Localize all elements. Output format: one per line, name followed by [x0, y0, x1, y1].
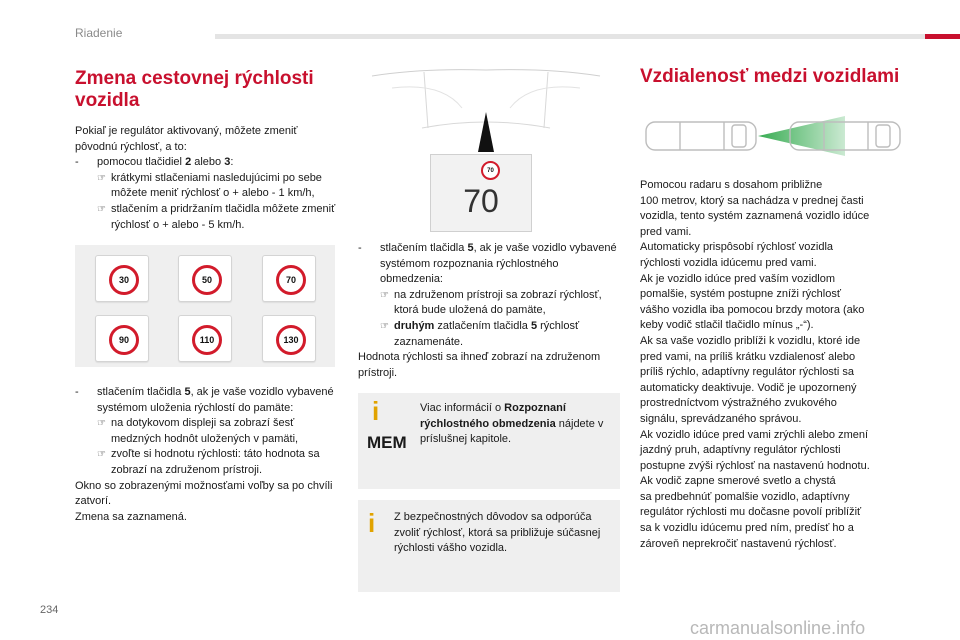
distance-illustration	[640, 110, 910, 162]
right-line: postupne zvýši rýchlosť na nastavenú hodnotu.	[640, 459, 870, 472]
left-sub-3: ☞ na dotykovom displeji sa zobrazí šesť medzných hodnôt uložených v pamäti,	[97, 417, 299, 445]
left-text-block-1	[75, 124, 340, 233]
left-intro: Pokiaľ je regulátor aktivovaný, môžete zmeniť pôvodnú rýchlosť, a to:	[75, 125, 298, 153]
left-sub-4: ☞ zvoľte si hodnotu rýchlosti: táto hodnota sa zobrazí na združenom prístroji.	[97, 448, 320, 476]
right-line: jazdný pruh, adaptívny regulátor rýchlosti	[640, 444, 841, 457]
info-box-1-text: Viac informácií o Rozpoznaní rýchlostného obmedzenia nájdete v príslušnej kapitole.	[420, 402, 604, 446]
right-line: príliš rýchlo, adaptívny regulátor rýchlosti sa	[640, 366, 854, 379]
info-box-speed-recognition	[358, 393, 620, 489]
right-line: vášho vozidla iba pomocou brzdy motora (ako	[640, 303, 865, 316]
left-item-1: - pomocou tlačidiel 2 alebo 3:	[75, 155, 340, 171]
bullet-dash: -	[75, 156, 79, 169]
cluster-display	[430, 154, 532, 232]
right-line: 100 metrov, ktorý sa nachádza v prednej časti	[640, 194, 864, 207]
speed-limit-sign-icon: 70	[481, 161, 500, 180]
right-line: keby vodič stlačil tlačidlo mínus „-“).	[640, 319, 814, 332]
cluster-speed-value: 70	[463, 183, 499, 219]
right-line: prostredníctvom výstražného zvukového	[640, 397, 837, 410]
arrow-bullet-icon: ☞	[97, 449, 106, 461]
header-bar	[215, 34, 960, 39]
info-icon: i	[372, 396, 380, 426]
memory-speed-card	[262, 255, 316, 302]
page-number: 234	[40, 604, 59, 616]
arrow-bullet-icon: ☞	[380, 320, 389, 332]
arrow-bullet-icon: ☞	[97, 203, 106, 215]
right-line: rýchlosti vozidla idúcemu pred vami.	[640, 256, 817, 269]
speed-limit-sign-icon: 90	[109, 325, 139, 355]
info-box-safety	[358, 500, 620, 592]
memory-speed-panel	[75, 245, 335, 367]
right-section-title-wrap	[640, 66, 940, 88]
header-bar-accent	[925, 34, 960, 39]
section-label: Riadenie	[75, 26, 123, 40]
info-icon: i	[368, 508, 376, 538]
arrow-bullet-icon: ☞	[380, 289, 389, 301]
speed-limit-sign-icon: 130	[276, 325, 306, 355]
middle-outro: Hodnota rýchlosti sa ihneď zobrazí na združenom prístroji.	[358, 351, 601, 379]
right-line: Ak je vozidlo idúce pred vaším vozidlom	[640, 272, 836, 285]
bullet-dash: -	[358, 242, 362, 254]
left-section-title: Zmena cestovnej rýchlosti vozidla	[75, 68, 314, 111]
left-outro-1: Okno so zobrazenými možnosťami voľby sa po chvíli zatvorí.	[75, 479, 333, 508]
right-line: zároveň neprekročiť nastavenú rýchlosť.	[640, 537, 837, 550]
speed-limit-sign-icon: 110	[192, 325, 222, 355]
watermark: carmanualsonline.info	[690, 618, 866, 638]
memory-speed-card	[95, 255, 149, 302]
speed-limit-sign-icon: 70	[276, 265, 306, 295]
left-section-title-wrap	[75, 68, 345, 112]
right-text-block	[640, 178, 930, 552]
right-line: Ak sa vaše vozidlo priblíži k vozidlu, ktoré ide	[640, 334, 861, 347]
arrow-bullet-icon: ☞	[97, 418, 106, 430]
left-sub-1: ☞ krátkymi stlačeniami nasledujúcimi po sebe môžete meniť rýchlosť o + alebo - 1 km/h,	[97, 171, 322, 200]
memory-speed-card	[178, 315, 232, 362]
pointer-arrow-icon	[478, 112, 494, 152]
middle-sub-1: ☞ na združenom prístroji sa zobrazí rýchlosť, ktorá bude uložená do pamäte,	[380, 288, 602, 317]
speed-limit-sign-icon: 50	[192, 265, 222, 295]
right-line: pred vami, na príliš krátku vzdialenosť alebo	[640, 350, 856, 363]
left-sub-2: ☞ stlačením a pridržaním tlačidla môžete zmeniť rýchlosť o + alebo - 5 km/h.	[97, 202, 336, 231]
right-line: sa predbehnúť pomalšie vozidlo, adaptívny	[640, 490, 850, 503]
mem-label: MEM	[367, 433, 407, 452]
car-icon	[646, 122, 756, 150]
memory-speed-card	[95, 315, 149, 362]
speed-limit-sign-icon: 30	[109, 265, 139, 295]
right-line: Ak vodič zapne smerové svetlo a chystá	[640, 475, 836, 488]
right-line: signálu, sprevádzaného správou.	[640, 412, 802, 425]
right-line: pred vami.	[640, 225, 692, 238]
middle-item: - stlačením tlačidla 5, ak je vaše vozidlo vybavené systémom rozpoznania rýchlostného obmedzenia:	[358, 242, 617, 286]
left-outro-2: Zmena sa zaznamená.	[75, 510, 187, 523]
left-item-2: - stlačením tlačidla 5, ak je vaše vozidlo vybavené systémom uloženia rýchlostí do pamäte:	[75, 386, 334, 414]
right-line: Ak vozidlo idúce pred vami zrýchli alebo zmení	[640, 428, 869, 441]
right-line: regulátor rýchlosti mu dočasne povolí priblížiť	[640, 506, 862, 519]
left-text-block-2	[75, 385, 340, 525]
right-line: automaticky deaktivuje. Vodič je upozornený	[640, 381, 857, 394]
instrument-cluster-illustration	[362, 68, 610, 232]
right-section-title: Vzdialenosť medzi vozidlami	[640, 66, 900, 87]
right-line: pomalšie, systém postupne zníži rýchlosť	[640, 288, 841, 301]
memory-speed-card	[262, 315, 316, 362]
bullet-dash: -	[75, 386, 79, 398]
memory-speed-card	[178, 255, 232, 302]
right-line: Automaticky prispôsobí rýchlosť vozidla	[640, 241, 834, 254]
right-line: vozidla, tento systém zaznamená vozidlo idúce	[640, 210, 870, 223]
arrow-bullet-icon: ☞	[97, 172, 106, 184]
middle-sub-2: ☞ druhým zatlačením tlačidla 5 rýchlosť zaznamenáte.	[380, 319, 580, 348]
right-line: sa k vozidlu idúcemu pred ním, predísť ho a	[640, 522, 854, 535]
right-line: Pomocou radaru s dosahom približne	[640, 179, 823, 191]
middle-text-block	[358, 241, 620, 381]
info-box-2-text: Z bezpečnostných dôvodov sa odporúča zvoliť rýchlosť, ktorá sa približuje súčasnej rýchlosti vášho vozidla.	[394, 511, 601, 555]
car-radar-illustration	[640, 110, 910, 162]
